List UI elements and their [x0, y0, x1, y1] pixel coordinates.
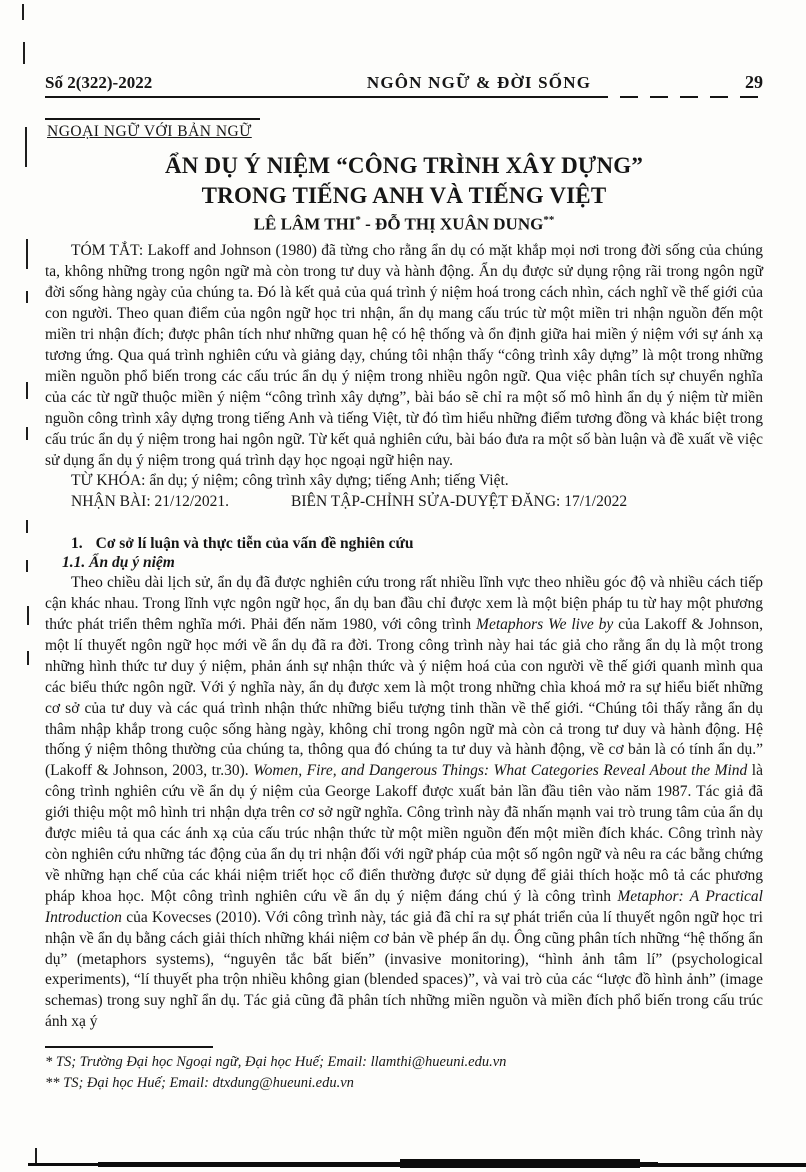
article-title-line1: ẨN DỤ Ý NIỆM “CÔNG TRÌNH XÂY DỰNG” [164, 153, 644, 178]
author-2: ĐỖ THỊ XUÂN DUNG [375, 214, 544, 234]
book-title-metaphor-practical-introduction: Metaphor: A Practical Introduction [45, 887, 763, 926]
section-1-title: Cơ sở lí luận và thực tiễn của vấn đề nghiên cứu [95, 535, 414, 553]
scan-artifact [26, 560, 28, 572]
scan-artifact [22, 4, 24, 20]
section-1-number: 1. [71, 535, 83, 553]
rubric-label: NGOẠI NGỮ VỚI BẢN NGỮ [45, 118, 260, 141]
article-title-line2: TRONG TIẾNG ANH VÀ TIẾNG VIỆT [201, 182, 607, 208]
abstract-label: TÓM TẮT: [71, 242, 144, 260]
footnotes-block [45, 1046, 705, 1094]
scan-bottom-edge [28, 1163, 98, 1166]
author-separator: - [360, 214, 376, 234]
journal-title: NGÔN NGỮ & ĐỜI SỐNG [366, 73, 592, 92]
scan-artifact [26, 427, 28, 440]
authors-line [45, 214, 763, 235]
body-text-2: của Lakoff & Johnson, một lí thuyết ngôn ngữ học mới về ẩn dụ đã ra đời. Trong công trình này hai tác giả cho rằng ẩn dụ là một trong những hình thức tư duy ý niệm, phản ánh sự nhận thức và ý niệm hoá của con người về thế giới quanh mình qua các biểu thức ngôn ngữ. Với ý nghĩa này, ẩn dụ được xem là một trong những chìa khoá mở ra sự hiểu biết những cơ sở của tư duy và các quá trình nhận thức những biểu tượng tinh thần về thế giới. “Chúng tôi thấy rằng ẩn dụ thâm nhập khắp trong cuộc sống hàng ngày, không chỉ trong ngôn ngữ mà còn cả trong tư duy và hành động. Hệ thống ý niệm thông thường của chúng ta, thông qua đó chúng ta tư duy và hành động, về cơ bản là có tính ẩn dụ.” (Lakoff & Johnson, 2003, tr.30). [45, 616, 763, 780]
body-text-3: là công trình nghiên cứu về ẩn dụ ý niệm của George Lakoff được xuất bản lần đầu tiên vào năm 1987. Tác giả đã giới thiệu một mô hình tri nhận dựa trên cơ sở ngữ nghĩa. Công trình này đã nhấn mạnh vai trò trung tâm của ẩn dụ được miêu tả qua các ánh xạ của cấu trúc nhận thức từ một miền nguồn đến một miền đích khác. Công trình này còn nghiên cứu những tác động của ẩn dụ tri nhận đối với ngữ pháp của một số ngôn ngữ và nêu ra các bằng chứng về những hạn chế của các khái niệm triết học cổ điển thường được sử dụng để giải thích hoặc mô tả các phương pháp khoa học. Một công trình nghiên cứu về ẩn dụ ý niệm đáng chú ý là công trình [45, 762, 763, 905]
scan-artifact [26, 382, 28, 399]
article-title [45, 151, 763, 211]
section-1-heading [71, 535, 763, 553]
abstract-paragraph [45, 241, 763, 471]
scan-bottom-edge [658, 1163, 806, 1167]
edited-date: BIÊN TẬP-CHỈNH SỬA-DUYỆT ĐĂNG: 17/1/2022 [291, 493, 628, 511]
received-date: NHẬN BÀI: 21/12/2021. [71, 493, 230, 511]
scan-artifact [26, 520, 28, 533]
running-header [45, 72, 763, 93]
scan-artifact [27, 606, 29, 625]
section-1-1-subheading: 1.1. Ẩn dụ ý niệm [62, 554, 175, 572]
keywords-line [45, 471, 763, 492]
footnote-separator-rule [45, 1046, 213, 1048]
page-column [45, 72, 763, 1033]
scan-artifact [25, 127, 27, 167]
scan-bottom-edge [400, 1159, 640, 1168]
rubric-row [45, 98, 763, 141]
keywords-label: TỪ KHÓA: [71, 472, 146, 490]
author-2-footnote-mark: ** [543, 213, 555, 226]
scan-artifact [23, 42, 25, 64]
issue-number: Số 2(322)-2022 [45, 73, 153, 92]
body-text-4: của Kovecses (2010). Với công trình này, tác giả đã chỉ ra sự phát triển của lí thuyết ngôn ngữ học tri nhận về ẩn dụ bằng cách giải thích những khái niệm cơ bản về phép ẩn dụ. Ông cũng phân tích những “hệ thống ẩn dụ” (metaphors systems), “nguyên tắc bất biến” (invasive monitoring), “hình ảnh tâm lí” (psychological experiments), “lí thuyết pha trộn nhiều không gian (blended spaces)”, và vai trò của các “lược đồ hình ảnh” (image schemas) trong suy nghĩ ẩn dụ. Tác giả cũng đã phân tích những miền nguồn và miền đích phổ biến trong cấu trúc ánh xạ ý [45, 908, 763, 1031]
author-1: LÊ LÂM THI [253, 214, 356, 234]
scan-artifact [35, 1148, 37, 1164]
body-text-1: Theo chiều dài lịch sử, ẩn dụ đã được nghiên cứu trong rất nhiều lĩnh vực theo nhiều góc độ và nhiều cách tiếp cận khác nhau. Trong lĩnh vực ngôn ngữ học, ẩn dụ ban đầu chỉ được xem là một biện pháp tu từ hay một phương thức phát triển thêm nghĩa mới. Phải đến năm 1980, với công trình [45, 574, 763, 634]
book-title-women-fire-dangerous-things: Women, Fire, and Dangerous Things: What Categories Reveal About the Mind [253, 762, 748, 780]
abstract-text: Lakoff and Johnson (1980) đã từng cho rằng ẩn dụ có mặt khắp mọi nơi trong đời sống của chúng ta, không những trong ngôn ngữ mà còn trong tư duy và hành động. Ẩn dụ được sử dụng rộng rãi trong ngôn ngữ đời sống hàng ngày của chúng ta. Đó là kết quả của quá trình ý niệm hoá trong cách nhìn, cách nghĩ về thế giới của con người. Theo quan điểm của ngôn ngữ học tri nhận, ẩn dụ mang cấu trúc từ một miền tri nhận nguồn đến một miền tri nhận đích; được phân tích như những quan hệ có hệ thống và ổn định giữa hai miền ý niệm với sự ánh xạ tương ứng. Qua quá trình nghiên cứu và giảng dạy, chúng tôi nhận thấy “công trình xây dựng” là một trong những miền nguồn phổ biến trong các cấu trúc ẩn dụ ý niệm trong nhiều ngôn ngữ. Qua việc phân tích sự chuyển nghĩa của các từ ngữ thuộc miền ý niệm “công trình xây dựng”, bài báo sẽ chỉ ra một số mô hình ẩn dụ ý niệm từ miền nguồn công trình xây dựng trong tiếng Anh và tiếng Việt, từ đó tìm hiểu những điểm tương đồng và khác biệt trong cấu trúc ẩn dụ ý niệm trong hai ngôn ngữ. Từ kết quả nghiên cứu, bài báo đưa ra một số bàn luận và đề xuất về việc sử dụng ẩn dụ ý niệm trong quá trình dạy học ngoại ngữ hiện nay. [45, 242, 763, 469]
author-1-footnote-mark: * [355, 213, 361, 226]
dates-line [45, 492, 763, 513]
keywords-text: ẩn dụ; ý niệm; công trình xây dựng; tiếng Anh; tiếng Việt. [145, 472, 509, 490]
book-title-metaphors-we-live-by: Metaphors We live by [476, 616, 614, 634]
scan-artifact [26, 239, 28, 269]
scan-artifact [27, 651, 29, 665]
page-number: 29 [745, 72, 763, 92]
body-paragraph [45, 573, 763, 1033]
header-rule-dashed [590, 96, 763, 98]
footnote-2: ** TS; Đại học Huế; Email: dtxdung@hueuni.edu.vn [45, 1075, 354, 1091]
scan-artifact [26, 291, 28, 303]
footnote-1: * TS; Trường Đại học Ngoại ngữ, Đại học Huế; Email: llamthi@hueuni.edu.vn [45, 1054, 507, 1070]
